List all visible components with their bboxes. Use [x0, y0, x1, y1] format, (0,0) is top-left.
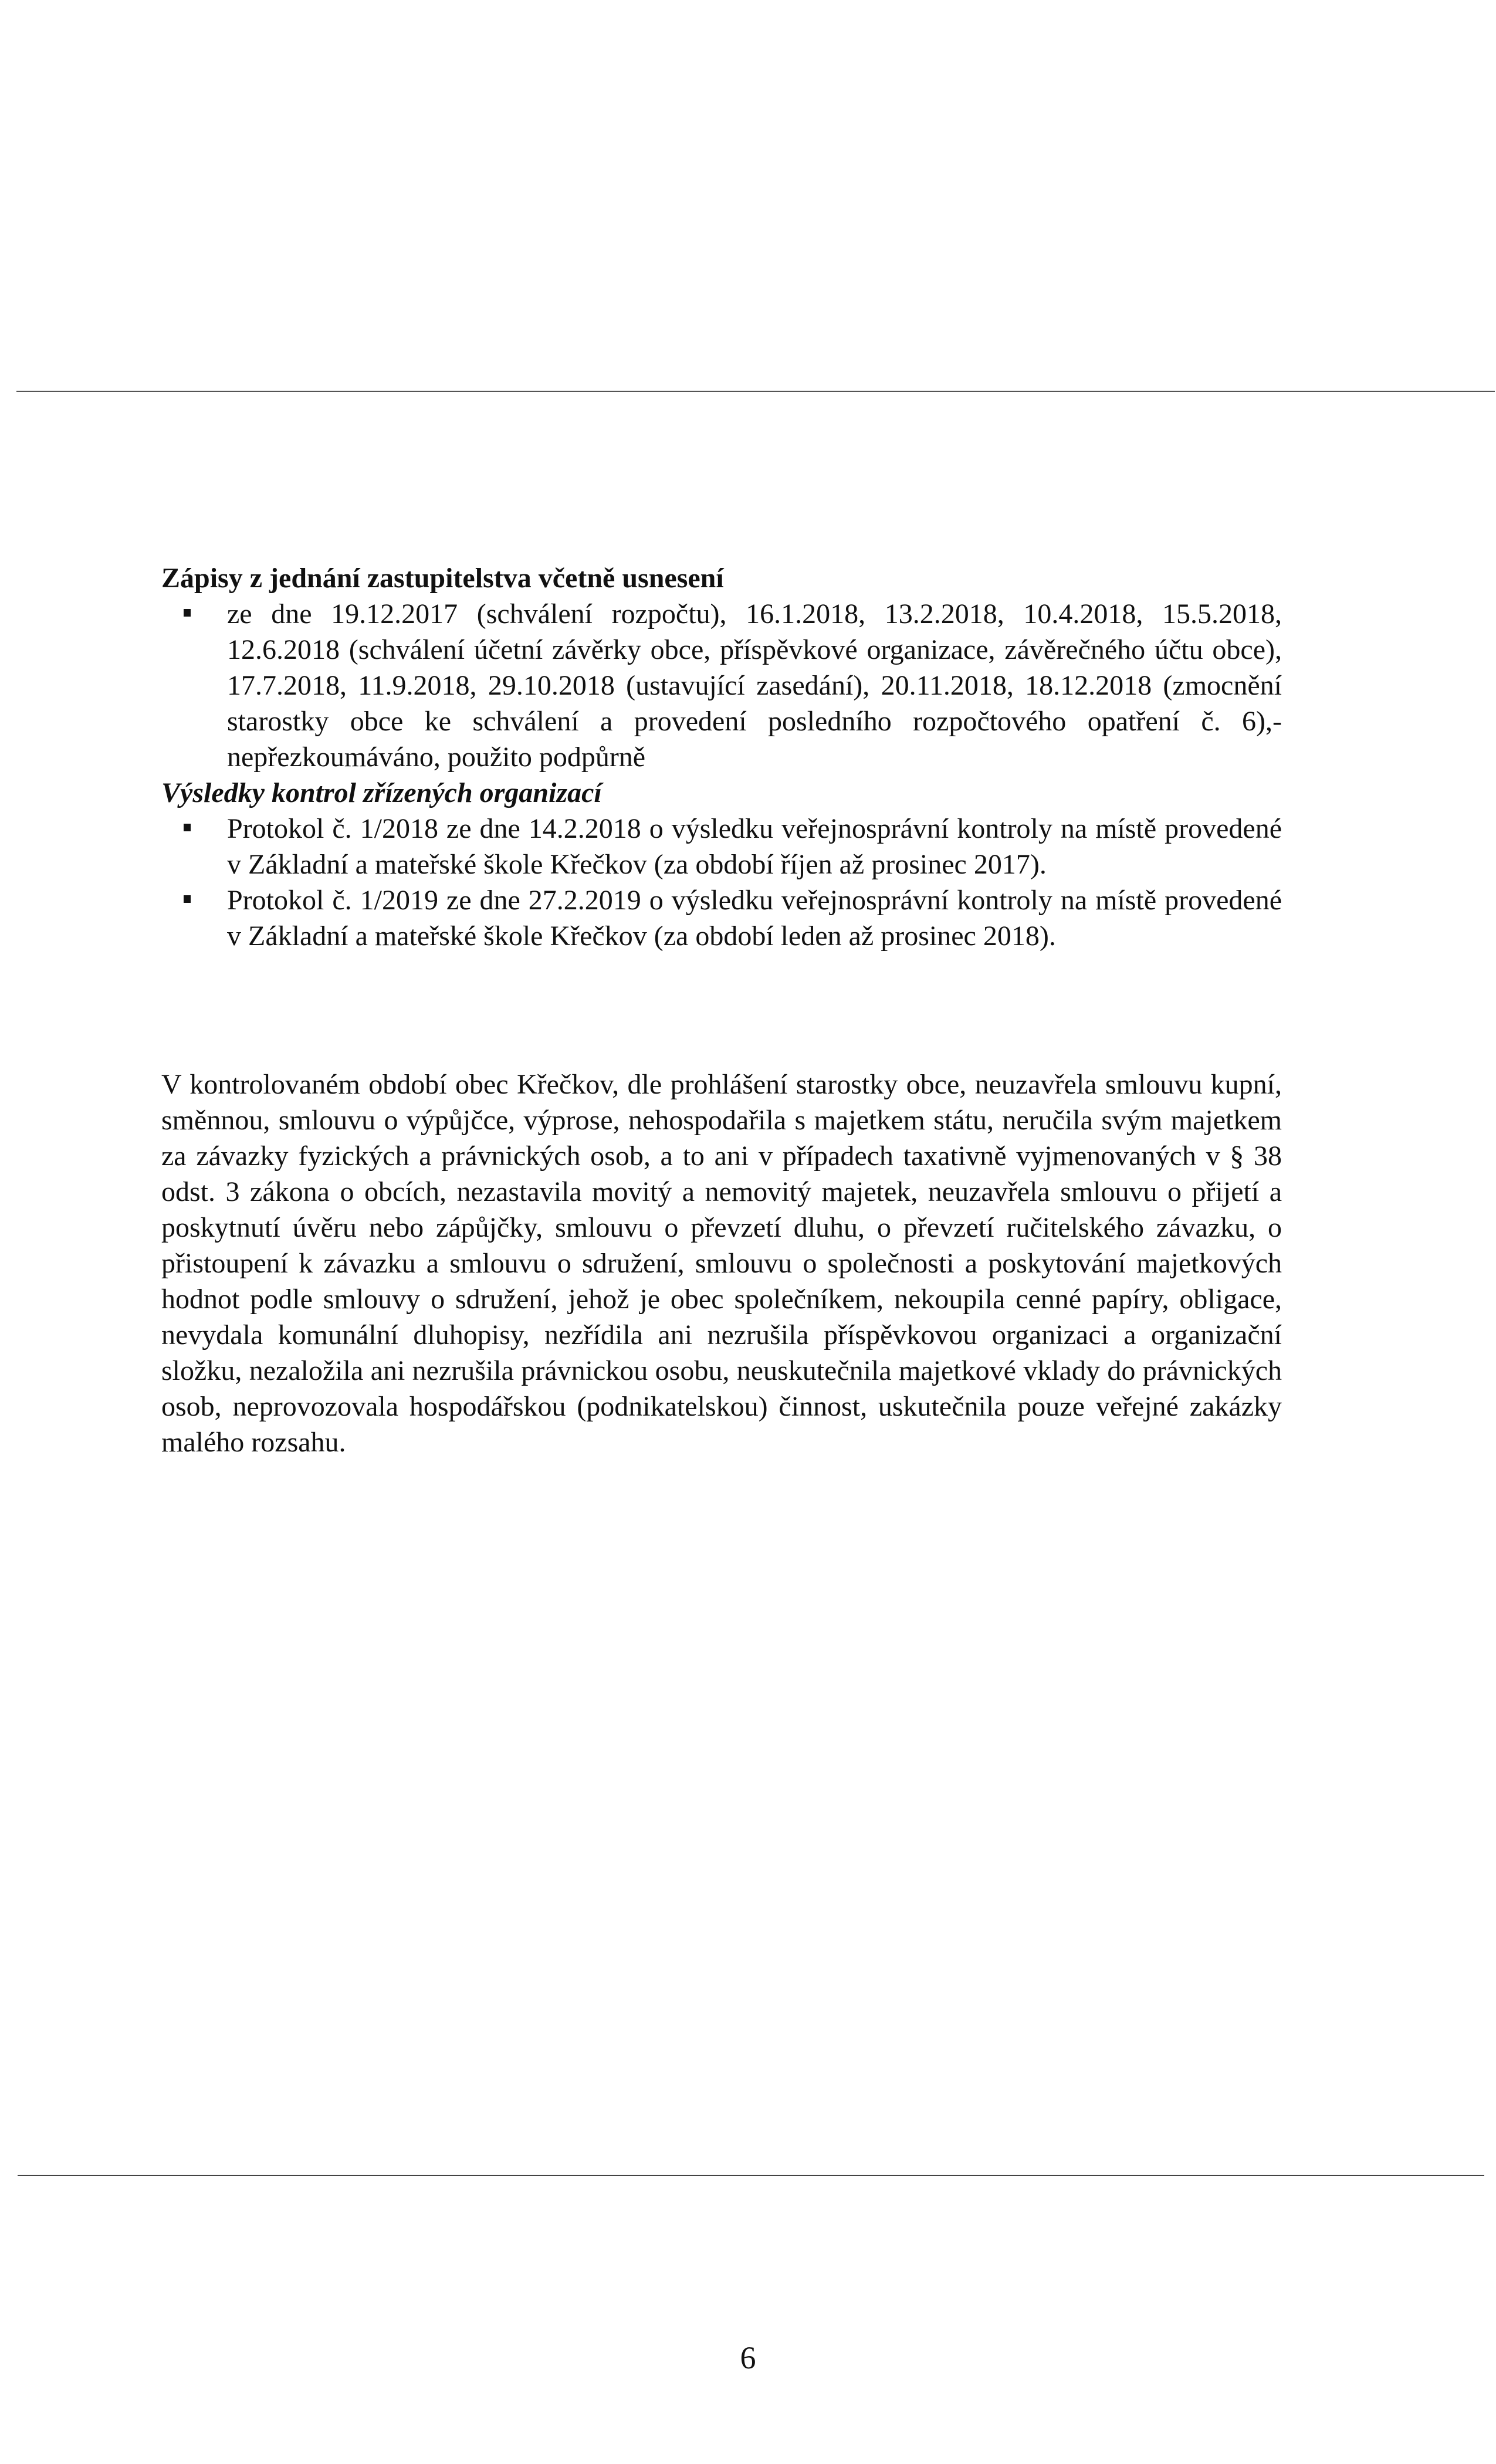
minutes-list [161, 596, 1282, 775]
list-item [161, 596, 1282, 775]
list-item-text: Protokol č. 1/2019 ze dne 27.2.2019 o výsledku veřejnosprávní kontroly na místě provedené v Základní a mateřské škole Křečkov (za období leden až prosinec 2018). [227, 885, 1282, 952]
list-item-text: ze dne 19.12.2017 (schválení rozpočtu), 16.1.2018, 13.2.2018, 10.4.2018, 15.5.2018, 12.6.2018 (schválení účetní závěrky obce, příspěvkové organizace, závěrečného účtu obce), 17.7.2018, 11.9.2018, 29.10.2018 (ustavující zasedání), 20.11.2018, 18.12.2018 (zmocnění starostky obce ke schválení a provedení posledního rozpočtového opatření č. 6),- nepřezkoumáváno, použito podpůrně [227, 598, 1282, 773]
minutes-heading: Zápisy z jednání zastupitelstva včetně usnesení [161, 563, 724, 594]
statement-paragraph: V kontrolovaném období obec Křečkov, dle prohlášení starostky obce, neuzavřela smlouvu kupní, směnnou, smlouvu o výpůjčce, výprose, nehospodařila s majetkem státu, neručila svým majetkem za závazky fyzických a právnických osob, a to ani v případech taxativně vyjmenovaných v § 38 odst. 3 zákona o obcích, nezastavila movitý a nemovitý majetek, neuzavřela smlouvu o přijetí a poskytnutí úvěru nebo zápůjčky, smlouvu o převzetí dluhu, o převzetí ručitelského závazku, o přistoupení k závazku a smlouvu o sdružení, smlouvu o společnosti a poskytování majetkových hodnot podle smlouvy o sdružení, jehož je obec společníkem, nekoupila cenné papíry, obligace, nevydala komunální dluhopisy, nezřídila ani nezrušila příspěvkovou organizaci a organizační složku, nezaložila ani nezrušila právnickou osobu, neuskutečnila majetkové vklady do právnických osob, neprovozovala hospodářskou (podnikatelskou) činnost, uskutečnila pouze veřejné zakázky malého rozsahu. [161, 1069, 1282, 1458]
square-bullet-icon [184, 895, 191, 903]
list-item [161, 811, 1282, 882]
top-divider [16, 391, 1495, 392]
square-bullet-icon [184, 609, 191, 617]
list-item-text: Protokol č. 1/2018 ze dne 14.2.2018 o výsledku veřejnosprávní kontroly na místě provedené v Základní a mateřské škole Křečkov (za období říjen až prosinec 2017). [227, 813, 1282, 880]
list-item [161, 882, 1282, 954]
controls-heading: Výsledky kontrol zřízených organizací [161, 777, 602, 808]
bottom-divider [18, 2175, 1484, 2176]
page-number: 6 [740, 2340, 756, 2375]
document-body [161, 560, 1282, 1460]
square-bullet-icon [184, 824, 191, 831]
controls-list [161, 811, 1282, 954]
